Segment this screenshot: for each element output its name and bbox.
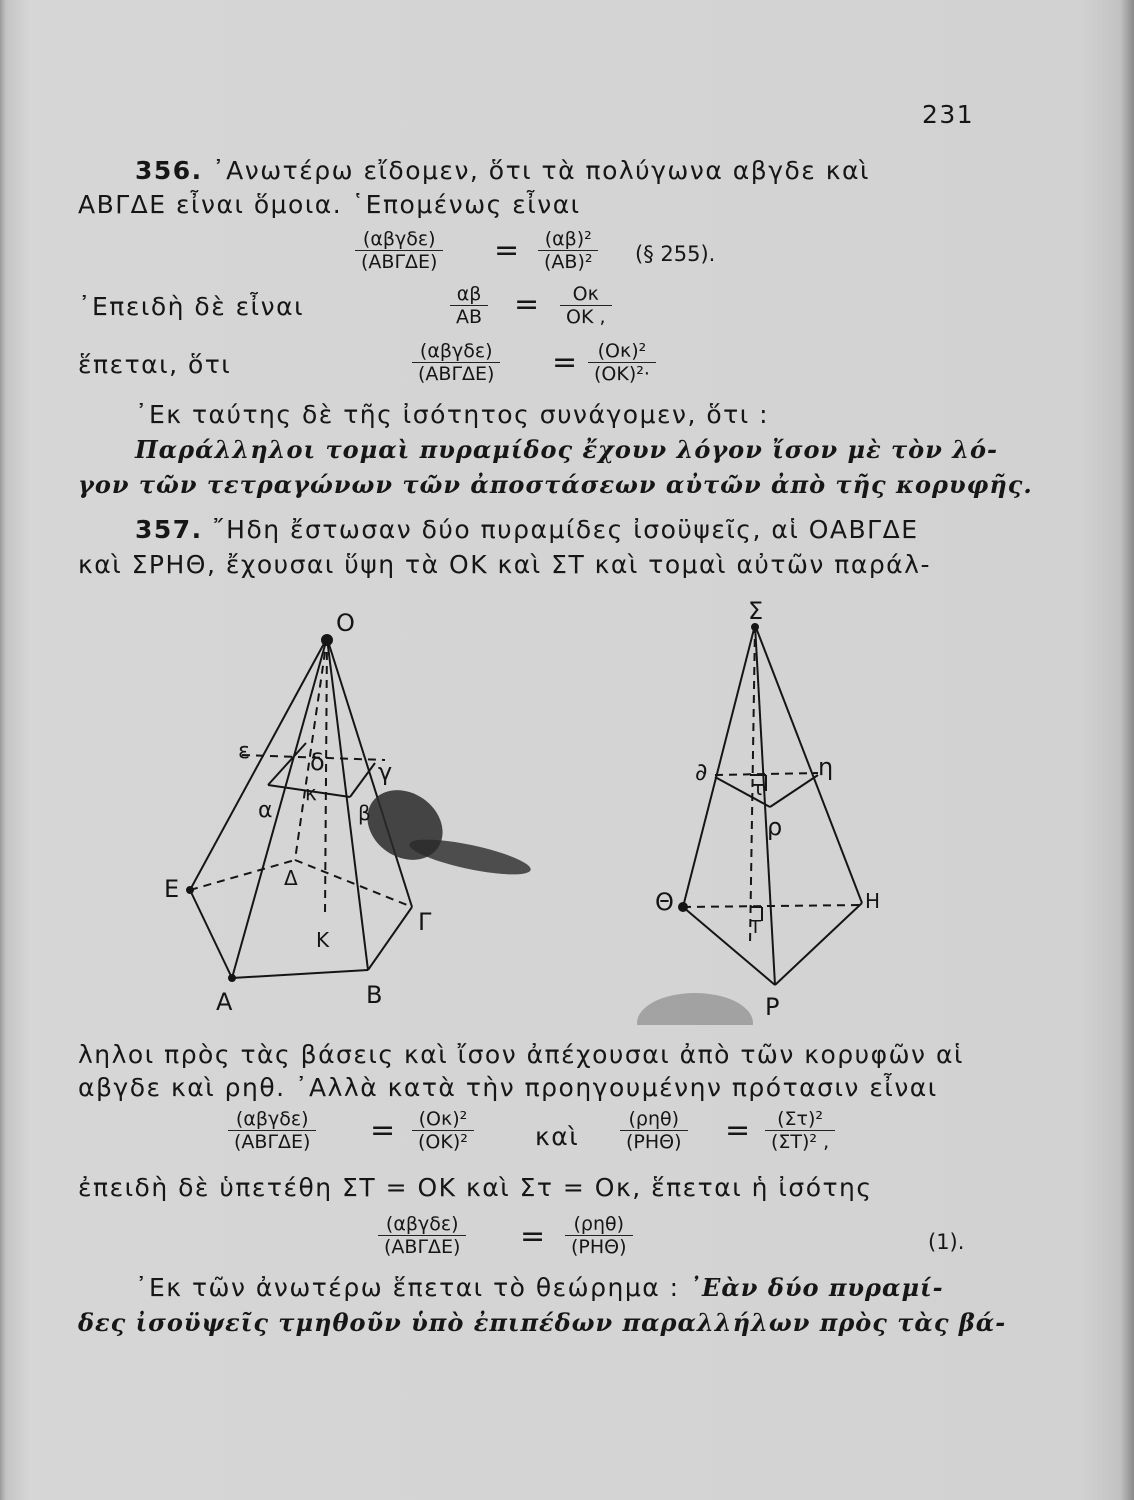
- edge-OE: [190, 638, 327, 890]
- label-th: ∂: [695, 758, 708, 786]
- label-R: P: [765, 993, 780, 1021]
- label-E: E: [164, 875, 180, 903]
- label-d: δ: [310, 748, 325, 776]
- label-O: O: [336, 609, 355, 637]
- sec356-text1: ᾿Ανωτέρω εἴδομεν, ὅτι τὰ πολύγωνα αβγδε καὶ: [212, 156, 870, 185]
- equals-sign: =: [552, 345, 578, 380]
- label-Th: Θ: [655, 888, 674, 916]
- label-h: η: [818, 753, 834, 781]
- sec-rh: [770, 775, 818, 807]
- label-S: Σ: [748, 597, 764, 625]
- label-r: ρ: [767, 813, 783, 841]
- eq5-right-fraction: (ρηθ) (ΡΗΘ): [565, 1213, 633, 1258]
- sec-thh-hidden: [715, 773, 818, 775]
- eq3-right-fraction: (Οκ)² (ΟΚ)²·: [588, 340, 656, 385]
- eq1-left-fraction: (αβγδε) (ΑΒΓΔΕ): [355, 228, 443, 273]
- edge-SH: [755, 625, 862, 903]
- label-B: B: [366, 981, 383, 1009]
- base-DG-hidden: [295, 860, 412, 907]
- edge-OA: [232, 638, 327, 978]
- eq4-frac1: (αβγδε) (ΑΒΓΔΕ): [228, 1108, 316, 1153]
- sec357-text1: ῎Ηδη ἔστωσαν δύο πυραμίδες ἰσοϋψεῖς, αἱ ΟΑΒΓΔΕ: [212, 515, 919, 544]
- sec357-line6: [135, 1273, 944, 1302]
- sec357-text6a: ᾿Εκ τῶν ἀνωτέρω ἕπεται τὸ θεώρημα :: [135, 1273, 680, 1302]
- eq1-reference: (§ 255).: [635, 242, 716, 266]
- equals-sign: =: [370, 1113, 396, 1148]
- sec357-line2: καὶ ΣΡΗΘ, ἔχουσαι ὕψη τὰ ΟΚ καὶ ΣΤ καὶ τομαὶ αὐτῶν παράλ-: [78, 550, 931, 579]
- sec356-label3: ἕπεται, ὅτι: [78, 350, 232, 379]
- conjunction-kai: καὶ: [535, 1122, 580, 1151]
- sec357-line4: αβγδε καὶ ρηθ. ᾿Αλλὰ κατὰ τὴν προηγουμένην πρότασιν εἶναι: [78, 1073, 938, 1102]
- edge-STh: [683, 625, 755, 907]
- eq4-frac4: (Στ)² (ΣΤ)² ,: [765, 1108, 835, 1153]
- label-H: H: [865, 889, 881, 913]
- edge-OG: [327, 638, 412, 907]
- label-K: K: [316, 928, 330, 952]
- base-RH: [775, 903, 862, 985]
- base-BG: [368, 907, 412, 970]
- equals-sign: =: [725, 1113, 751, 1148]
- eq5-left-fraction: (αβγδε) (ΑΒΓΔΕ): [378, 1213, 466, 1258]
- theorem2-line2: δες ἰσοϋψεῖς τμηθοῦν ὑπὸ ἐπιπέδων παραλλήλων πρὸς τὰς βά-: [78, 1308, 1007, 1337]
- equation-tag: (1).: [928, 1230, 965, 1254]
- label-a: α: [258, 798, 273, 823]
- sec356-line2: ΑΒΓΔΕ εἶναι ὅμοια. ῾Επομένως εἶναι: [78, 190, 581, 219]
- equals-sign: =: [494, 233, 520, 268]
- equals-sign: =: [520, 1219, 546, 1254]
- label-t: τ: [752, 776, 765, 800]
- theorem1-line2: γον τῶν τετραγώνων τῶν ἀποστάσεων αὐτῶν ἀπὸ τῆς κορυφῆς.: [78, 470, 1033, 499]
- sec357-line1: [135, 515, 919, 544]
- base-EA: [190, 890, 232, 978]
- label-G: Γ: [418, 908, 432, 936]
- sec356-label2: ᾿Επειδὴ δὲ εἶναι: [78, 292, 305, 321]
- equals-sign: =: [514, 287, 540, 322]
- page-number: 231: [922, 100, 975, 129]
- label-D: Δ: [284, 866, 298, 890]
- eq1-right-fraction: (αβ)² (ΑΒ)²: [538, 228, 598, 273]
- eq3-left-fraction: (αβγδε) (ΑΒΓΔΕ): [412, 340, 500, 385]
- base-ThH-hidden: [683, 905, 862, 907]
- label-k: κ: [305, 781, 317, 805]
- pyramids-figure: [150, 595, 910, 1025]
- theorem1-line1: Παράλληλοι τομαὶ πυραμίδος ἔχουν λόγον ἴσον μὲ τὸν λό-: [135, 435, 998, 464]
- stain: [637, 993, 753, 1025]
- sec356-line1: [135, 156, 870, 185]
- sec357-line5: ἐπειδὴ δὲ ὑπετέθη ΣΤ = ΟΚ καὶ Στ = Οκ, ἕπεται ἡ ἰσότης: [78, 1173, 873, 1202]
- section-number-356: 356.: [135, 156, 203, 185]
- eq2-right-fraction: Οκ ΟΚ ,: [560, 283, 612, 328]
- base-ED-hidden: [190, 860, 295, 890]
- sec356-conclusion: ᾿Εκ ταύτης δὲ τῆς ἰσότητος συνάγομεν, ὅτι :: [135, 400, 770, 429]
- label-T: T: [750, 917, 761, 938]
- eq4-frac3: (ρηθ) (ΡΗΘ): [620, 1108, 688, 1153]
- label-b: β: [358, 801, 371, 825]
- base-AB: [232, 970, 368, 978]
- section-number-357: 357.: [135, 515, 203, 544]
- eq2-left-fraction: αβ ΑΒ: [450, 283, 488, 328]
- sec357-line3: ληλοι πρὸς τὰς βάσεις καὶ ἴσον ἀπέχουσαι ἀπὸ τῶν κορυφῶν αἱ: [78, 1040, 964, 1069]
- label-e: ε: [238, 739, 250, 764]
- theorem2-start: ᾿Εὰν δύο πυραμί-: [689, 1273, 944, 1302]
- label-g: γ: [378, 758, 393, 786]
- label-A: A: [216, 988, 233, 1016]
- eq4-frac2: (Οκ)² (ΟΚ)²: [412, 1108, 474, 1153]
